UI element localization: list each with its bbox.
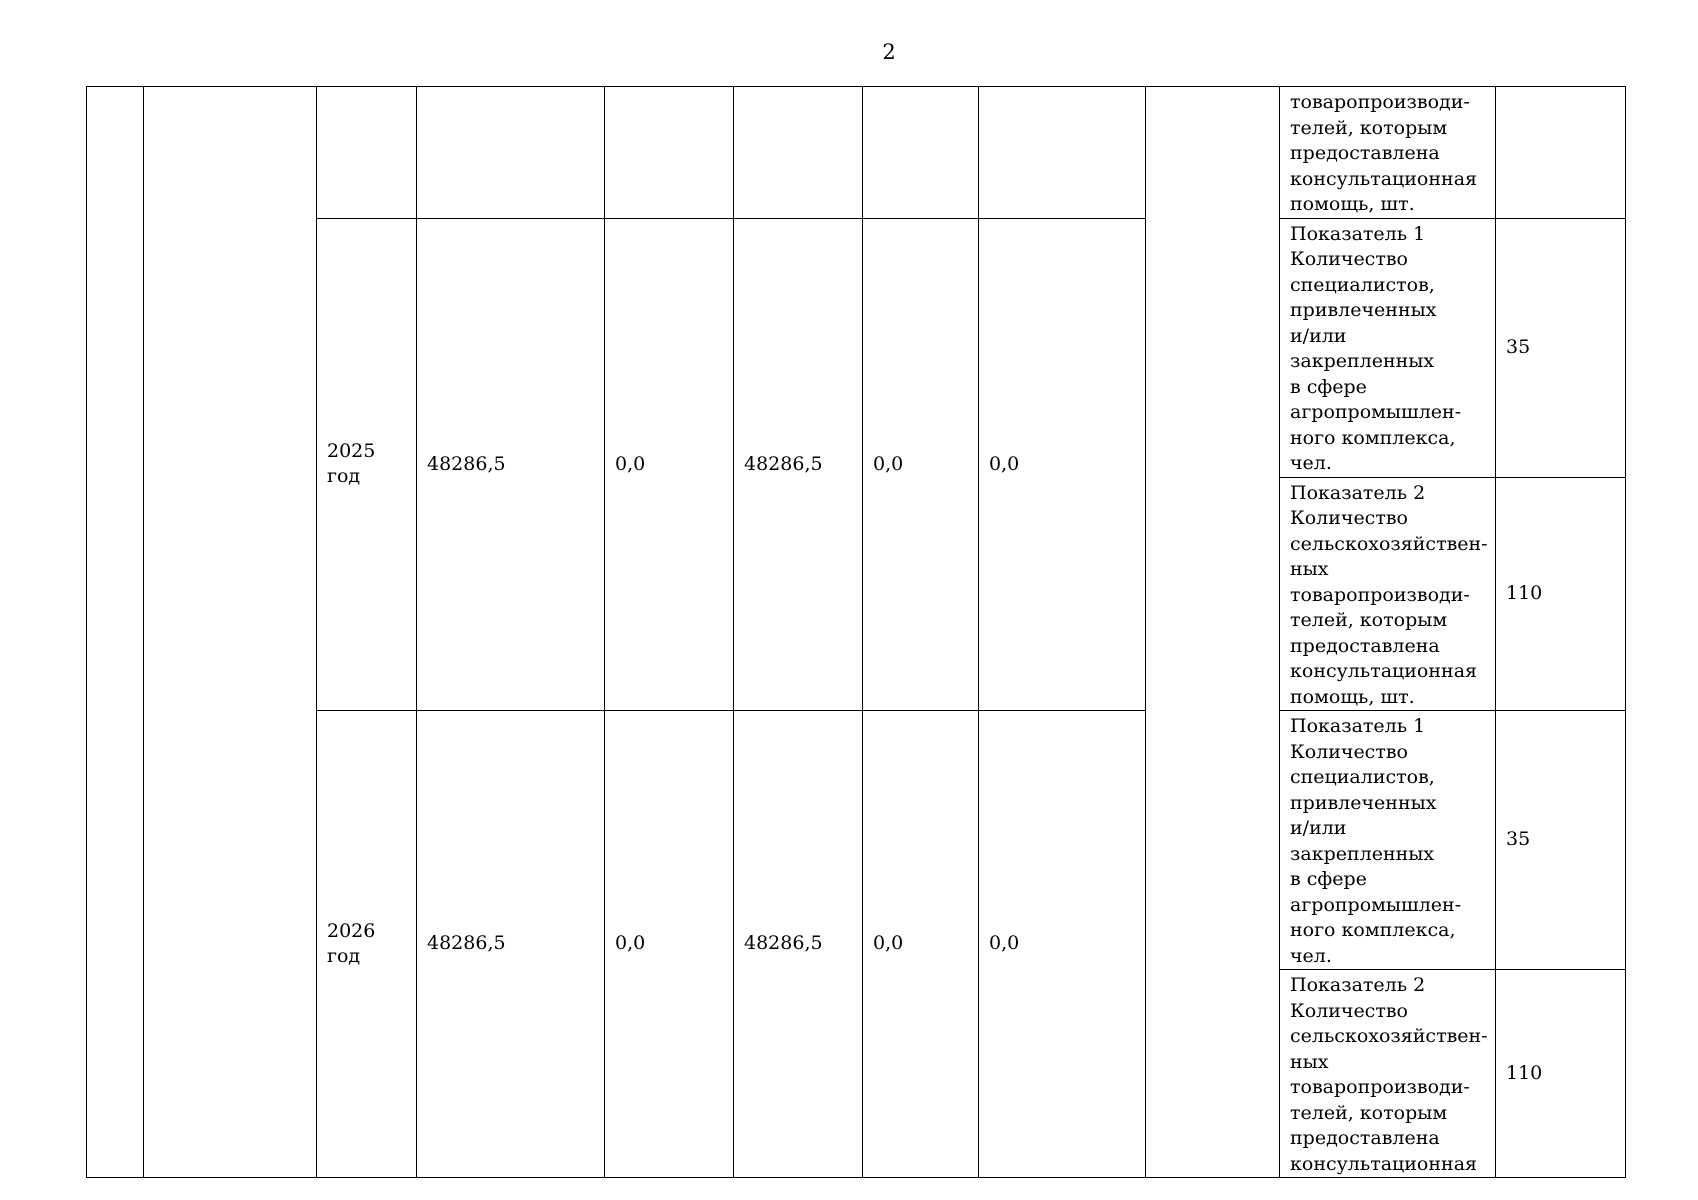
budget-table <box>86 86 1626 1178</box>
federal-cell: 0,0 <box>605 218 734 711</box>
page-number: 2 <box>882 40 896 64</box>
regional-cell: 48286,5 <box>734 218 863 711</box>
indicator-value: 110 <box>1496 477 1626 711</box>
total-cell <box>417 87 605 219</box>
federal-cell <box>605 87 734 219</box>
regional-cell: 48286,5 <box>734 711 863 1178</box>
event-name-cell <box>144 87 317 1178</box>
indicator-value <box>1496 87 1626 219</box>
indicator-text: Показатель 1 Количество специалистов, привлеченных и/или закрепленных в сфере агропромышлен- ного комплекса, чел. <box>1280 711 1496 970</box>
total-cell: 48286,5 <box>417 711 605 1178</box>
indicator-text: Показатель 1 Количество специалистов, привлеченных и/или закрепленных в сфере агропромышлен- ного комплекса, чел. <box>1280 218 1496 477</box>
year-cell: 2026 год <box>317 711 417 1178</box>
executor-cell <box>1146 87 1280 1178</box>
indicator-value: 110 <box>1496 970 1626 1178</box>
row-number-cell <box>87 87 144 1178</box>
other-cell: 0,0 <box>979 711 1146 1178</box>
continuation-row <box>87 87 1626 219</box>
table-row <box>87 711 1626 970</box>
other-cell <box>979 87 1146 219</box>
federal-cell: 0,0 <box>605 711 734 1178</box>
local-cell: 0,0 <box>863 218 979 711</box>
total-cell: 48286,5 <box>417 218 605 711</box>
indicator-value: 35 <box>1496 218 1626 477</box>
local-cell: 0,0 <box>863 711 979 1178</box>
indicator-text: товаропроизводи- телей, которым предоставлена консультационная помощь, шт. <box>1280 87 1496 219</box>
other-cell: 0,0 <box>979 218 1146 711</box>
indicator-text: Показатель 2 Количество сельскохозяйствен- ных товаропроизводи- телей, которым предоставлена консультационная <box>1280 970 1496 1178</box>
year-cell <box>317 87 417 219</box>
indicator-text: Показатель 2 Количество сельскохозяйствен- ных товаропроизводи- телей, которым предоставлена консультационная помощь, шт. <box>1280 477 1496 711</box>
regional-cell <box>734 87 863 219</box>
local-cell <box>863 87 979 219</box>
indicator-value: 35 <box>1496 711 1626 970</box>
table-row <box>87 218 1626 477</box>
year-cell: 2025 год <box>317 218 417 711</box>
